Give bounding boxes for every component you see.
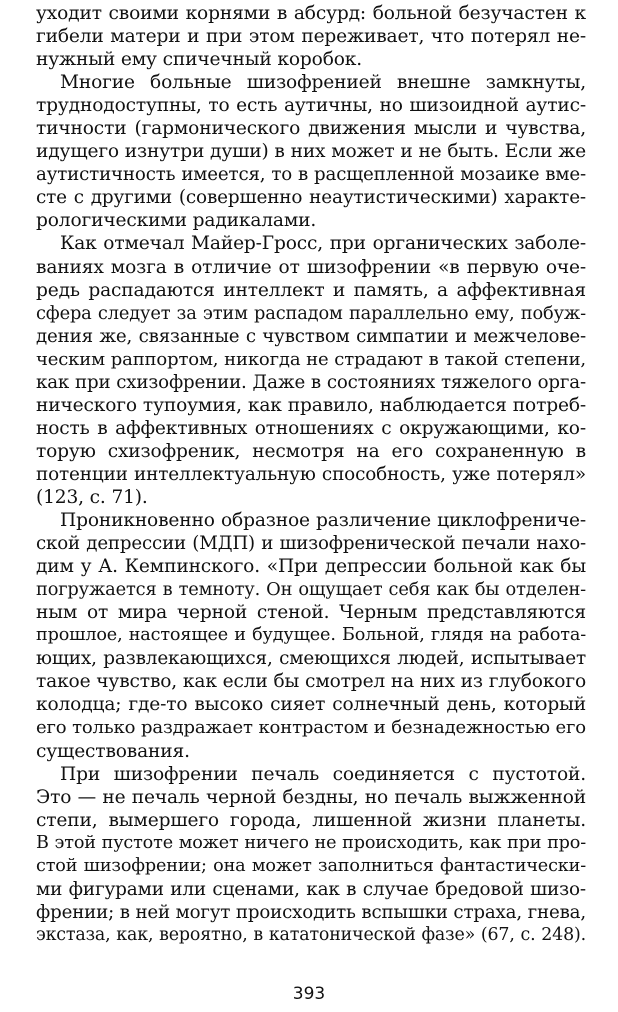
text-line: дим у А. Кемпинского. «При депрессии больной как бы [36,556,586,578]
text-line: прошлое, настоящее и будущее. Больной, глядя на работа- [36,625,586,646]
text-line: рологическими радикалами. [36,210,317,232]
text-line: ческим раппортом, никогда не страдают в такой степени, [36,348,586,370]
text-line: его только раздражает контрастом и безнадежностью его [36,717,586,739]
text-line: труднодоступны, то есть аутичны, но шизоидной аутис- [36,95,586,117]
text-line: В этой пустоте может ничего не происходить, как при про- [36,832,586,853]
text-line: такое чувство, как если бы смотрел на них из глубокого [36,671,586,693]
text-line: экстаза, как, вероятно, в кататонической фазе» (67, с. 248). [36,924,586,945]
text-line: погружается в темноту. Он ощущает себя как бы отделен- [36,579,586,601]
text-line: сфера следует за этим распадом параллельно ему, побуж- [36,302,586,324]
text-line: идущего изнутри души) в них может и не быть. Если же [36,141,586,163]
text-line: нического тупоумия, как правило, наблюдается потреб- [36,394,586,416]
text-line: Проникновенно образное различение циклофрениче- [60,510,586,532]
page-number: 393 [292,984,326,1004]
text-line: потенции интеллектуальную способность, уже потерял» [36,463,586,485]
text-line: ность в аффективных отношениях с окружающими, ко- [36,417,586,439]
text-line: редь распадаются интеллект и память, а аффективная [36,279,586,301]
text-line: колодца; где-то высоко сияет солнечный день, который [36,694,586,716]
text-line: тичности (гармонического движения мысли и чувства, [36,118,586,140]
text-line: При шизофрении печаль соединяется с пустотой. [60,763,586,785]
text-line: существования. [36,740,190,762]
text-line: ным от мира черной стеной. Черным представляются [36,602,586,624]
text-line: Это — не печаль черной бездны, но печаль выжженной [36,786,586,808]
text-line: стой шизофрении; она может заполниться фантастически- [36,855,586,876]
text-line: гибели матери и при этом переживает, что потерял не- [36,26,586,48]
body-text [36,2,586,947]
text-line: уходит своими корнями в абсурд: больной безучастен к [36,3,586,24]
text-line: френии; в ней могут происходить вспышки страха, гнева, [36,901,586,923]
text-line: дения же, связанные с чувством симпатии и межчелове- [36,325,586,347]
text-line: ваниях мозга в отличие от шизофрении «в первую оче- [36,256,586,278]
text-line: нужный ему спичечный коробок. [36,49,363,71]
text-line: степи, вымершего города, лишенной жизни планеты. [36,809,586,831]
text-line: как при схизофрении. Даже в состояниях тяжелого орга- [36,371,586,393]
text-line: торую схизофреник, несмотря на его сохраненную в [36,440,586,462]
text-line: ской депрессии (МДП) и шизофренической печали нахо- [36,533,586,555]
text-line: Многие больные шизофренией внешне замкнуты, [60,72,586,94]
text-line: ми фигурами или сценами, как в случае бредовой шизо- [36,878,586,900]
text-line: сте с другими (совершенно неаутистическими) характе- [36,187,586,209]
text-line: аутистичность имеется, то в расщепленной мозаике вме- [36,164,586,186]
text-line: Как отмечал Майер-Гросс, при органических заболе- [60,233,586,255]
text-line: (123, с. 71). [36,486,148,508]
text-line: ющих, развлекающихся, смеющихся людей, испытывает [36,648,586,670]
